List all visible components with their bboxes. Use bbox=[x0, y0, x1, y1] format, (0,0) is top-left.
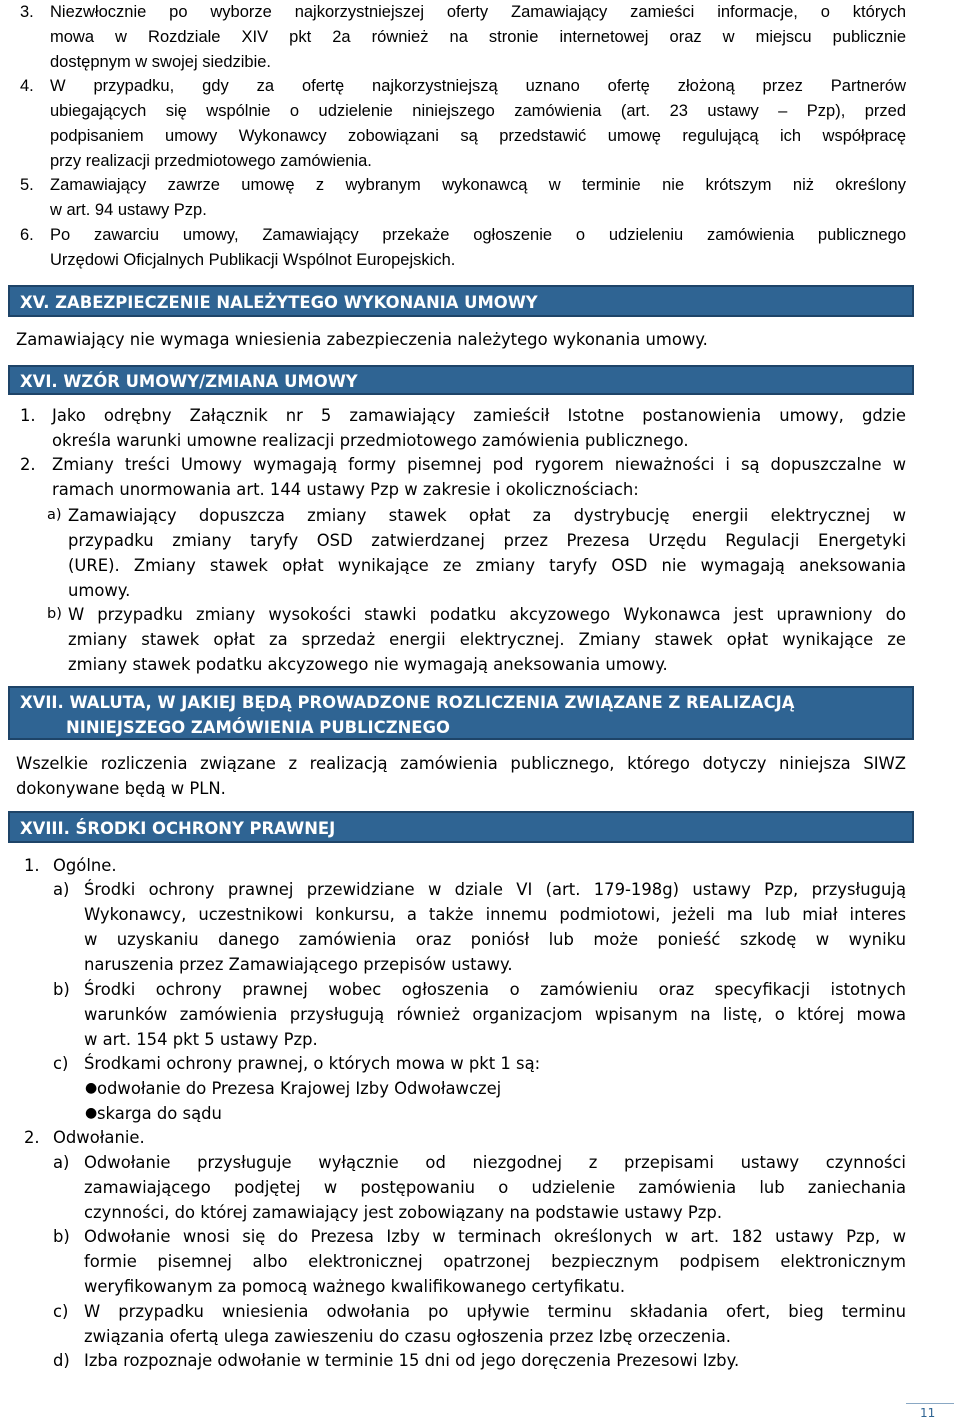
xviii-1c-text: Środkami ochrony prawnej, o których mowa w pkt 1 są: bbox=[84, 1054, 541, 1073]
footer-rule bbox=[906, 1403, 954, 1404]
xvi-item-1-text: Jako odrębny Załącznik nr 5 zamawiający zamieścił Istotne postanowienia umowy, gdzie określa warunki umowne realizacji przedmiotowego zamówienia publicznego. bbox=[52, 406, 906, 450]
xviii-2c-text: W przypadku wniesienia odwołania po upływie terminu składania ofert, bieg terminu związania ofertą ulega zawieszeniu do czasu ogłoszenia przez Izbę orzeczenia. bbox=[84, 1302, 906, 1346]
bullet-icon: ● bbox=[85, 1105, 98, 1121]
item-5-number: 5. bbox=[20, 176, 34, 194]
xviii-2a-text: Odwołanie przysługuje wyłącznie od niezgodnej z przepisami ustawy czynności zamawiającego podjętej w postępowaniu o udzielenie zamówienia lub zaniechania czynności, do której zamawiający jest zobowiązany na podstawie ustawy Pzp. bbox=[84, 1153, 906, 1222]
page-number: 11 bbox=[920, 1406, 936, 1420]
xviii-1b-label: b) bbox=[53, 980, 70, 999]
section-xv-heading: XV. ZABEZPIECZENIE NALEŻYTEGO WYKONANIA UMOWY bbox=[8, 285, 914, 317]
section-xviii-heading: XVIII. ŚRODKI OCHRONY PRAWNEJ bbox=[8, 811, 914, 843]
xviii-bullet-2: skarga do sądu bbox=[97, 1104, 222, 1123]
item-6-text: Po zawarciu umowy, Zamawiający przekaże ogłoszenie o udzieleniu zamówienia publicznego Urzędowi Oficjalnych Publikacji Wspólnot Europejskich. bbox=[50, 226, 906, 269]
bullet-icon: ● bbox=[85, 1080, 98, 1096]
xviii-2b-text: Odwołanie wnosi się do Prezesa Izby w terminach określonych w art. 182 ustawy Pzp, w formie pisemnej albo elektronicznej opatrzonej bezpiecznym podpisem elektronicznym weryfikowanym za pomocą ważnego kwalifikowanego certyfikatu. bbox=[84, 1227, 906, 1296]
xvi-item-2-text: Zmiany treści Umowy wymagają formy pisemnej pod rygorem nieważności i są dopuszczalne w ramach unormowania art. 144 ustawy Pzp w zakresie i okolicznościach: bbox=[52, 455, 906, 499]
section-xvii-text: Wszelkie rozliczenia związane z realizacją zamówienia publicznego, którego dotyczy niniejsza SIWZ dokonywane będą w PLN. bbox=[16, 754, 906, 798]
xvi-item-2-number: 2. bbox=[20, 455, 36, 474]
section-xv-text: Zamawiający nie wymaga wniesienia zabezpieczenia należytego wykonania umowy. bbox=[16, 330, 708, 349]
item-4-text: W przypadku, gdy za ofertę najkorzystniejszą uznano ofertę złożoną przez Partnerów ubiegających się wspólnie o udzielenie niniejszego zamówienia (art. 23 ustawy – Pzp), przed podpisaniem umowy Wykonawcy zobowiązani są przedstawić umowę regulującą ich współpracę przy realizacji przedmiotowego zamówienia. bbox=[50, 77, 906, 170]
xvi-sub-a-label: a) bbox=[47, 507, 62, 523]
xvi-sub-b-label: b) bbox=[47, 606, 62, 622]
xviii-1b-text: Środki ochrony prawnej wobec ogłoszenia o zamówieniu oraz specyfikacji istotnych warunków zamówienia przysługują również organizacjom wpisanym na listę, o której mowa w art. 154 pkt 5 ustawy Pzp. bbox=[84, 980, 906, 1049]
xviii-2d-label: d) bbox=[53, 1351, 70, 1370]
section-xvi-heading: XVI. WZÓR UMOWY/ZMIANA UMOWY bbox=[8, 365, 914, 395]
item-6-number: 6. bbox=[20, 226, 34, 244]
xviii-1c-label: c) bbox=[53, 1054, 69, 1073]
item-3-number: 3. bbox=[20, 3, 34, 21]
xviii-2d-text: Izba rozpoznaje odwołanie w terminie 15 dni od jego doręczenia Prezesowi Izby. bbox=[84, 1351, 740, 1370]
xviii-2b-label: b) bbox=[53, 1227, 70, 1246]
xviii-item-2-label: 2. bbox=[24, 1128, 40, 1147]
xvi-item-1-number: 1. bbox=[20, 406, 36, 425]
item-5-text: Zamawiający zawrze umowę z wybranym wykonawcą w terminie nie krótszym niż określony w art. 94 ustawy Pzp. bbox=[50, 176, 906, 219]
xviii-1a-text: Środki ochrony prawnej przewidziane w dziale VI (art. 179-198g) ustawy Pzp, przysługują Wykonawcy, uczestnikowi konkursu, a także innemu podmiotowi, jeżeli ma lub miał interes w uzyskaniu danego zamówienia oraz poniósł lub może ponieść szkodę w wyniku naruszenia przez Zamawiającego przepisów ustawy. bbox=[84, 880, 906, 974]
xviii-item-2-text: Odwołanie. bbox=[53, 1128, 145, 1147]
item-3-text: Niezwłocznie po wyborze najkorzystniejszej oferty Zamawiający zamieści informacje, o których mowa w Rozdziale XIV pkt 2a również na stronie internetowej oraz w miejscu publicznie dostępnym w swojej siedzibie. bbox=[50, 3, 906, 71]
section-xvii-heading: XVII. WALUTA, W JAKIEJ BĘDĄ PROWADZONE ROZLICZENIA ZWIĄZANE Z REALIZACJĄ NINIEJSZEGO ZAMÓWIENIA PUBLICZNEGO bbox=[8, 686, 914, 740]
xvi-sub-b-text: W przypadku zmiany wysokości stawki podatku akcyzowego Wykonawca jest uprawniony do zmiany stawek opłat za sprzedaż energii elektrycznej. Zmiany stawek opłat wynikające ze zmiany stawek podatku akcyzowego nie wymagają aneksowania umowy. bbox=[68, 605, 906, 674]
xviii-2a-label: a) bbox=[53, 1153, 70, 1172]
xviii-item-1-text: Ogólne. bbox=[53, 856, 117, 875]
xviii-item-1-label: 1. bbox=[24, 856, 40, 875]
xviii-2c-label: c) bbox=[53, 1302, 69, 1321]
item-4-number: 4. bbox=[20, 77, 34, 95]
xviii-1a-label: a) bbox=[53, 880, 70, 899]
xvi-sub-a-text: Zamawiający dopuszcza zmiany stawek opłat za dystrybucję energii elektrycznej w przypadku zmiany taryfy OSD zatwierdzanej przez Prezesa Urzędu Regulacji Energetyki (URE). Zmiany stawek opłat wynikające ze zmiany taryfy OSD nie wymagają aneksowania umowy. bbox=[68, 506, 906, 600]
xviii-bullet-1: odwołanie do Prezesa Krajowej Izby Odwoławczej bbox=[97, 1079, 502, 1098]
